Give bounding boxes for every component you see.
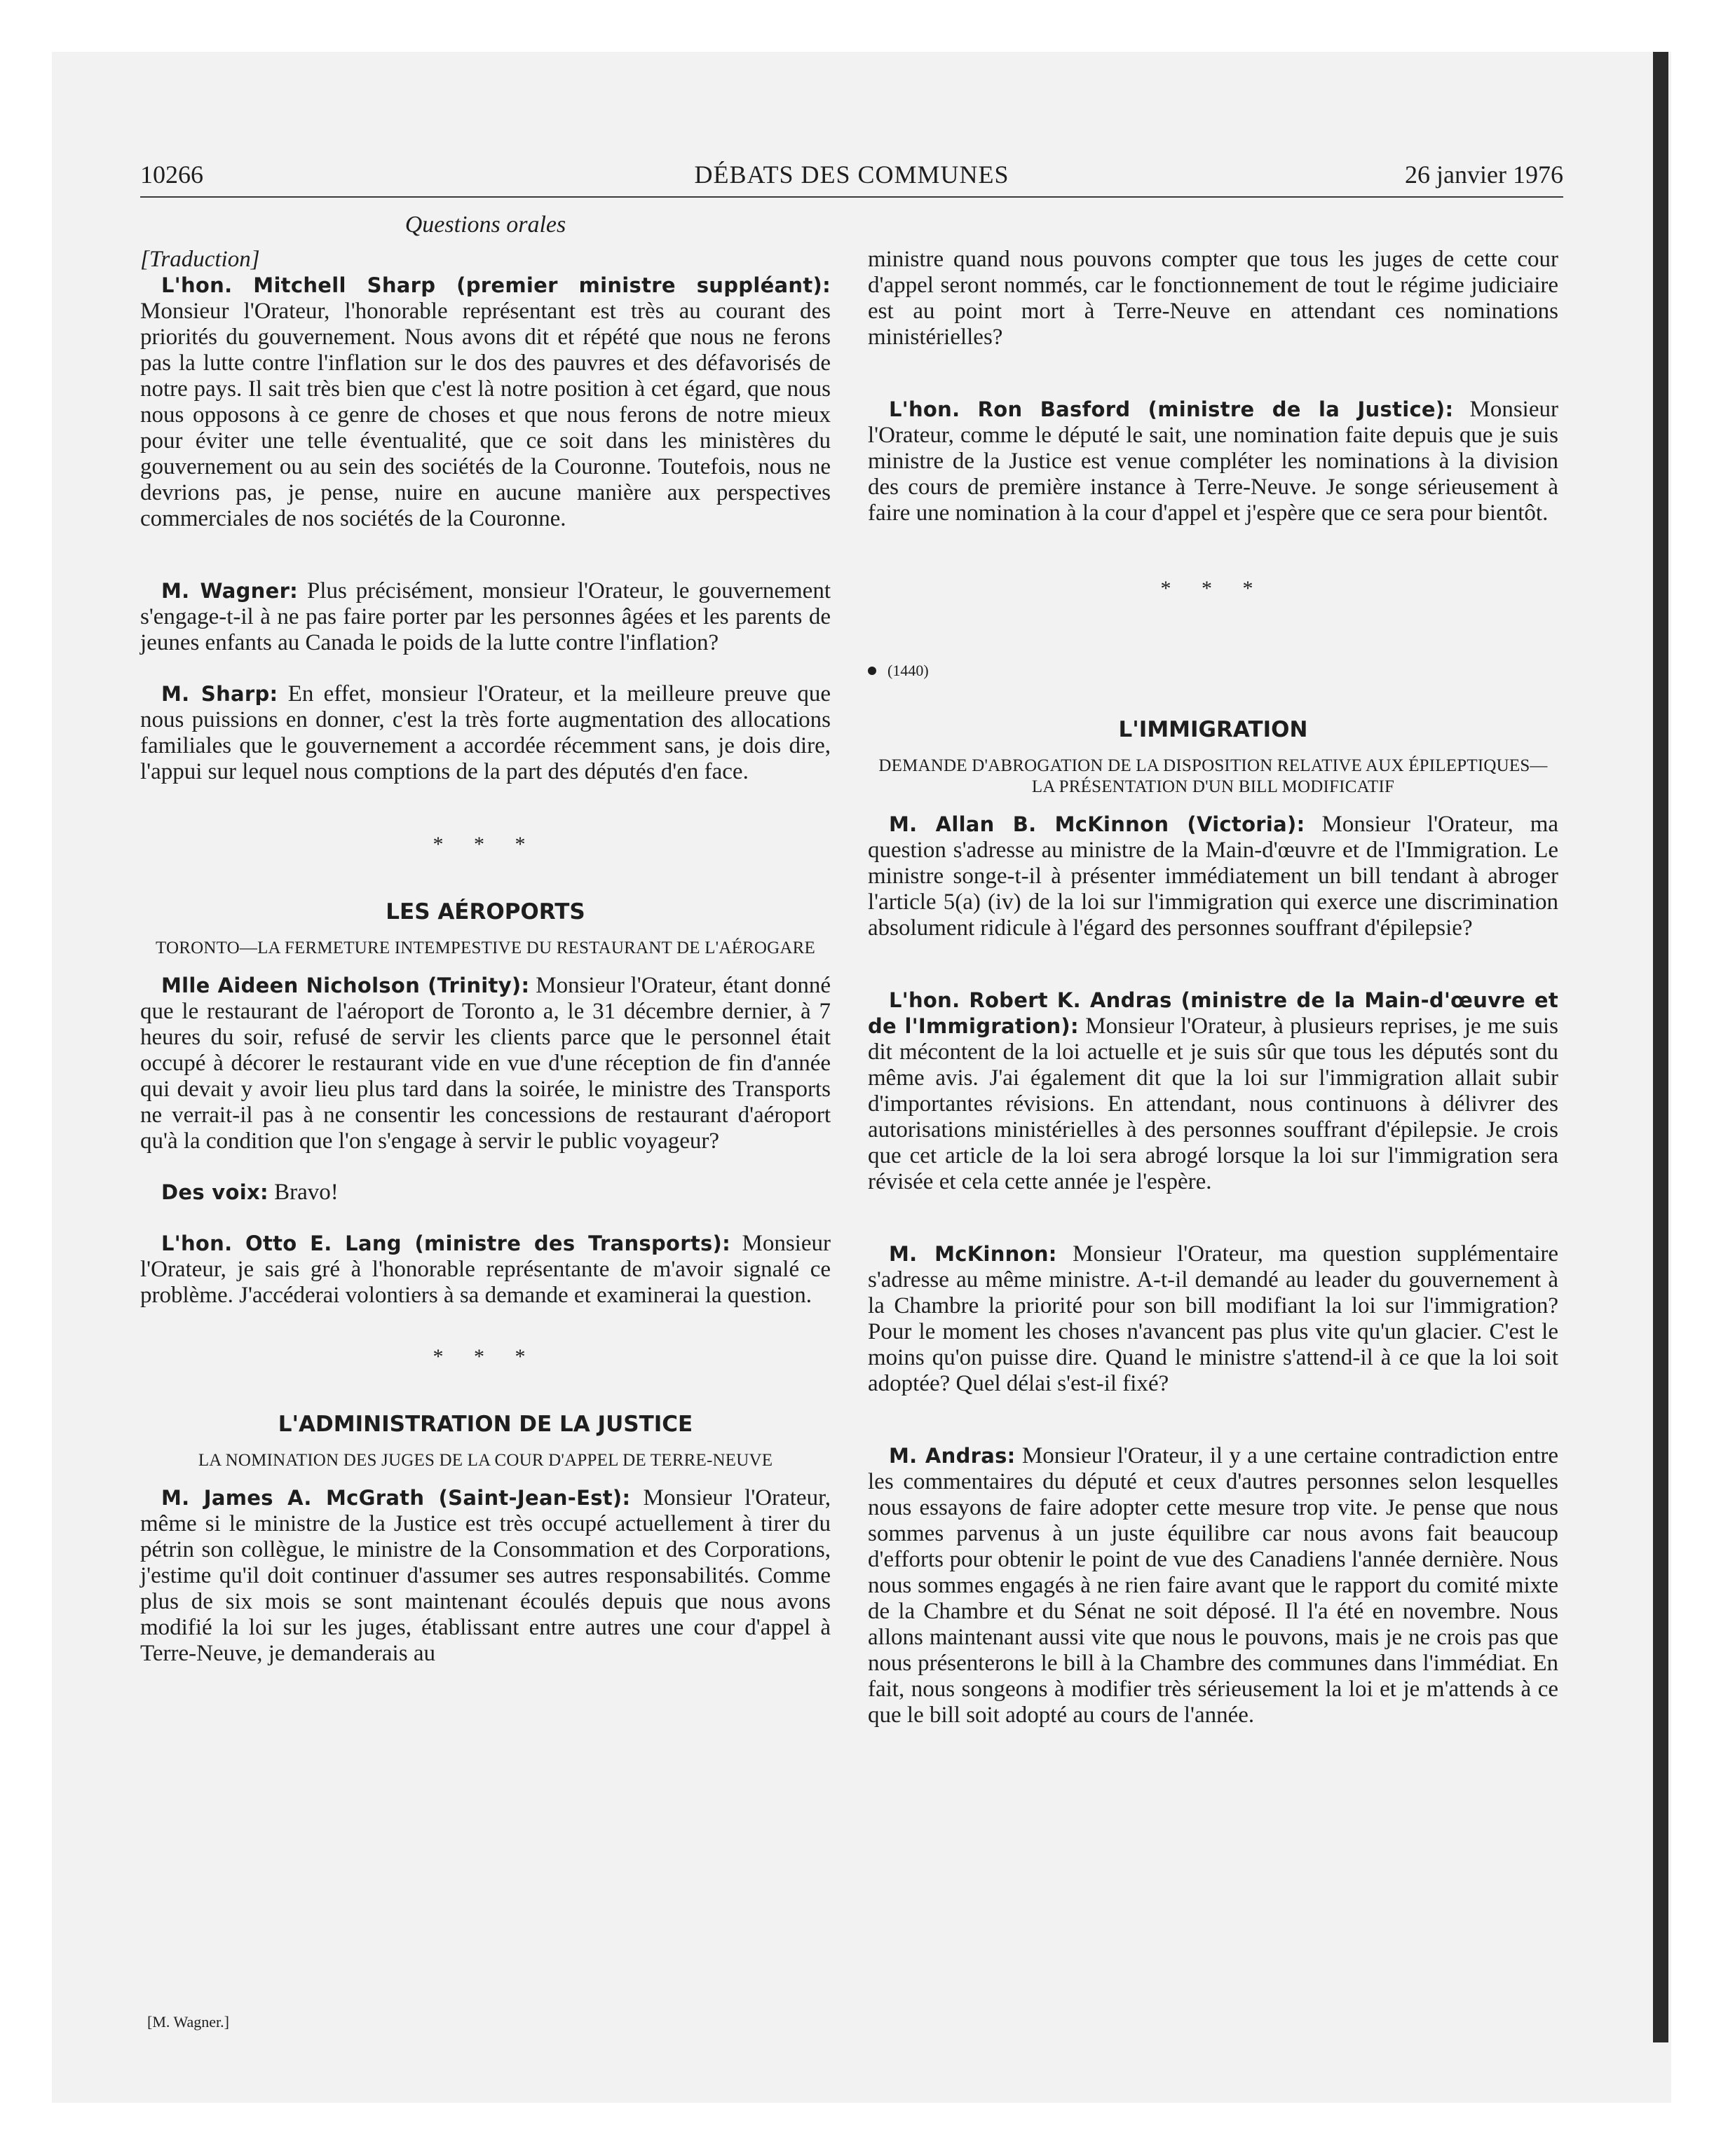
page-number: 10266 — [140, 161, 203, 189]
paragraph — [140, 273, 831, 532]
speech-text: Monsieur l'Orateur, je sais gré à l'honorable représentante de m'avoir signalé ce problème. J'accéderai volontiers à sa demande et examinerai la question. — [140, 1231, 831, 1308]
running-head: Questions orales — [404, 212, 566, 238]
speaker-name: L'hon. Ron Basford (ministre de la Justice): — [889, 397, 1454, 421]
speaker-name: Mlle Aideen Nicholson (Trinity): — [161, 974, 530, 997]
paragraph — [140, 1180, 831, 1206]
speech-text: Monsieur l'Orateur, à plusieurs reprises, je me suis dit mécontent de la loi actuelle et je suis sûr que tous les députés sont du même avis. J'ai également dit que la loi sur l'immigration allait subir d'importantes révisions. En attendant, nous continuons à délivrer des autorisations ministérielles à des personnes souffrant d'épilepsie. Je crois que cet article de la loi sera abrogé lorsque la loi sur l'immigration sera révisée et cela cette année je l'espère. — [868, 1014, 1559, 1194]
page-date: 26 janvier 1976 — [1405, 161, 1563, 189]
header-rule — [140, 196, 1563, 198]
section-title: L'IMMIGRATION — [1118, 717, 1308, 742]
spacer — [140, 532, 831, 578]
footnote: [M. Wagner.] — [147, 2013, 229, 2031]
section-title: LES AÉROPORTS — [386, 899, 585, 925]
paragraph — [140, 1231, 831, 1309]
spacer — [868, 941, 1558, 988]
spacer — [868, 1397, 1558, 1443]
section-title: L'ADMINISTRATION DE LA JUSTICE — [278, 1412, 693, 1437]
paragraph — [868, 988, 1558, 1195]
section-separator: * * * — [433, 1345, 538, 1368]
translation-note: [Traduction] — [140, 247, 260, 272]
speech-text: Monsieur l'Orateur, ma question supplémentaire s'adresse au même ministre. A-t-il demandé au leader du gouvernement à la Chambre la priorité pour son bill modifiant la loi sur l'immigration? Pour le moment les choses n'avancent pas plus vite qu'un glacier. C'est le moins qu'on puisse dire. Quand le ministre s'attend-il à ce que la loi soit adoptée? Quel délai s'est-il fixé? — [868, 1241, 1558, 1396]
speech-text: Monsieur l'Orateur, l'honorable représentant est très au courant des priorités du gouvernement. Nous avons dit et répété que nous ne ferons pas la lutte contre l'inflation sur le dos des pauvres et des défavorisés de notre pays. Il sait très bien que c'est là notre position à cet égard, que nous nous opposons à ce genre de choses et que nous ferons de notre mieux pour éviter une telle éventualité, que ce soit dans les ministères du gouvernement ou au sein des sociétés de la Couronne. Toutefois, nous ne devrions pas, je pense, nuire en aucune manière aux perspectives commerciales de nos sociétés de la Couronne. — [140, 299, 831, 531]
paragraph — [140, 681, 831, 785]
speech-text: Bravo! — [274, 1180, 339, 1205]
page-header — [140, 160, 1563, 199]
speaker-name: L'hon. Robert K. Andras (ministre de la Main-d'œuvre et de l'Immigration): — [868, 988, 1558, 1038]
speaker-name: M. Andras: — [889, 1444, 1016, 1468]
section-subtitle: DEMANDE D'ABROGATION DE LA DISPOSITION RELATIVE AUX ÉPILEPTIQUES—LA PRÉSENTATION D'UN BILL MODIFICATIF — [878, 756, 1548, 796]
speaker-name: M. Allan B. McKinnon (Victoria): — [889, 812, 1305, 836]
speech-text: Monsieur l'Orateur, comme le député le sait, une nomination faite depuis que je suis ministre de la Justice est venue compléter les nominations à la division des cours de première instance à Terre-Neuve. Je songe sérieusement à faire une nomination à la cour d'appel et j'espère que ce sera pour bientôt. — [868, 397, 1558, 526]
scan-edge-bar — [1653, 52, 1668, 2042]
speaker-name: M. Sharp: — [161, 682, 278, 706]
publication-title: DÉBATS DES COMMUNES — [694, 161, 1009, 189]
spacer — [140, 1154, 831, 1180]
spacer — [140, 1206, 831, 1231]
paragraph-continuation: ministre quand nous pouvons compter que tous les juges de cette cour d'appel seront nommés, car le fonctionnement de tout le régime judiciaire est au point mort à Terre-Neuve en attendant ces nominations ministérielles? — [868, 247, 1558, 350]
spacer — [868, 1195, 1558, 1241]
paragraph — [868, 1443, 1558, 1728]
paragraph — [868, 397, 1558, 526]
speech-text: Monsieur l'Orateur, étant donné que le restaurant de l'aéroport de Toronto a, le 31 décembre dernier, à 7 heures du soir, refusé de servir les clients parce que le personnel était occupé à décorer le restaurant vide en vue d'une réception de fin d'année qui devait y avoir lieu plus tard dans la soirée, le ministre des Transports ne verrait-il pas à ne consentir les concessions de restaurant d'aéroport qu'à la condition que l'on s'engage à servir le public voyageur? — [140, 973, 831, 1154]
speaker-name: L'hon. Otto E. Lang (ministre des Transports): — [161, 1231, 731, 1255]
section-separator: * * * — [433, 833, 538, 856]
bullet-icon — [868, 667, 876, 675]
paragraph — [140, 578, 831, 656]
speech-text: Monsieur l'Orateur, ma question s'adresse au ministre de la Main-d'œuvre et de l'Immigration. Le ministre songe-t-il à présenter immédiatement un bill tendant à abroger l'article 5(a) (iv) de la loi sur l'immigration qui exerce une discrimination absolument ridicule à l'égard des personnes souffrant d'épilepsie? — [868, 812, 1559, 941]
section-subtitle: TORONTO—LA FERMETURE INTEMPESTIVE DU RESTAURANT DE L'AÉROGARE — [155, 939, 816, 957]
section-subtitle: LA NOMINATION DES JUGES DE LA COUR D'APPEL DE TERRE-NEUVE — [198, 1451, 773, 1470]
speech-text: Monsieur l'Orateur, même si le ministre de la Justice est très occupé actuellement à tirer du pétrin son collègue, le ministre de la Consommation et des Corporations, j'estime qu'il doit continuer d'assumer ses autres responsabilités. Comme plus de six mois se sont maintenant écoulés depuis que nous avons modifié la loi sur les juges, établissant entre autres une cour d'appel à Terre-Neuve, je demanderais au — [140, 1485, 831, 1666]
left-column — [140, 247, 831, 1667]
speaker-name: M. James A. McGrath (Saint-Jean-Est): — [161, 1486, 631, 1510]
section-separator: * * * — [1160, 577, 1266, 600]
speaker-name: M. Wagner: — [161, 579, 299, 603]
spacer — [140, 656, 831, 681]
speech-text: Monsieur l'Orateur, il y a une certaine contradiction entre les commentaires du député et ceux d'autres personnes selon lesquelles nous essayons de faire adopter cette mesure trop vite. Je pense que nous sommes parvenus à un juste équilibre car nous avons fait beaucoup d'efforts pour obtenir le point de vue des Canadiens l'année dernière. Nous nous sommes engagés à ne rien faire avant que le rapport du comité mixte de la Chambre et du Sénat ne soit déposé. Il l'a été en novembre. Nous allons maintenant aussi vite que nous le pouvons, mais je ne crois pas que nous présenterons le bill à la Chambre des communes dans l'immédiat. En fait, nous songeons à modifier très sérieusement la loi et je m'attends à ce que le bill soit adopté au cours de l'année. — [868, 1443, 1558, 1728]
speaker-name: L'hon. Mitchell Sharp (premier ministre suppléant): — [161, 273, 831, 297]
speaker-name: M. McKinnon: — [889, 1242, 1057, 1266]
spacer — [868, 350, 1558, 397]
paragraph — [868, 1241, 1558, 1397]
paragraph — [140, 973, 831, 1154]
time-marker — [868, 657, 1558, 683]
right-column — [868, 247, 1558, 1728]
speech-text: Plus précisément, monsieur l'Orateur, le gouvernement s'engage-t-il à ne pas faire porter par les personnes âgées et les parents de jeunes enfants au Canada le poids de la lutte contre l'inflation? — [140, 578, 831, 655]
paragraph — [868, 812, 1558, 941]
speaker-name: Des voix: — [161, 1180, 268, 1204]
paragraph — [140, 1485, 831, 1667]
speech-text: En effet, monsieur l'Orateur, et la meilleure preuve que nous puissions en donner, c'est la très forte augmentation des allocations familiales que le gouvernement a accordée récemment sans, je dois dire, l'appui sur lequel nous comptions de la part des députés d'en face. — [140, 681, 831, 784]
time-marker-label: (1440) — [887, 662, 929, 679]
